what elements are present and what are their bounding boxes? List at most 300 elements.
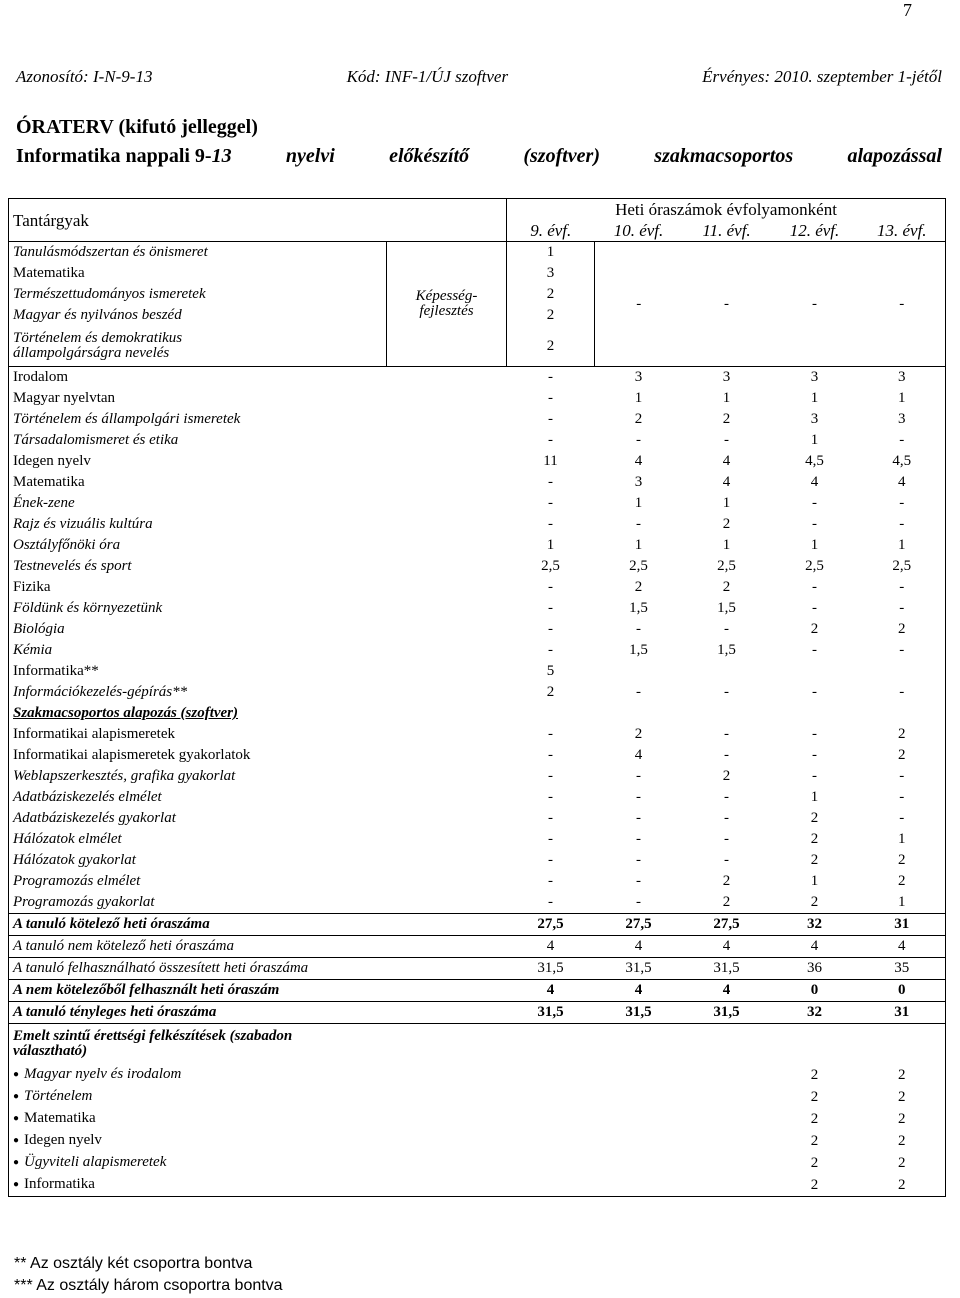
hours-cell: 1,5 <box>717 642 736 658</box>
total-cell: 27,5 <box>683 914 771 936</box>
hours-cell <box>507 703 595 724</box>
hours-cell: - <box>724 831 730 847</box>
hours-cell: - <box>812 600 818 616</box>
hours-cell: 3 <box>810 411 819 427</box>
hours-cell: - <box>724 726 730 742</box>
year-header: 13. évf. <box>859 220 946 242</box>
hours-cell: - <box>724 432 730 448</box>
subject-name: Történelem és állampolgári ismeretek <box>9 409 507 430</box>
subject-name: Osztályfőnöki óra <box>9 535 507 556</box>
section-row <box>9 1024 946 1065</box>
section-title-line: Emelt szintű érettségi felkészítések (szabadon <box>13 1028 293 1044</box>
hours-cell: - <box>812 768 818 784</box>
footnotes <box>14 1253 283 1297</box>
prep-dash: - <box>636 295 642 312</box>
hours-cell: 2 <box>810 1154 819 1171</box>
table-row <box>9 787 946 808</box>
total-cell: 0 <box>771 980 859 1002</box>
hours-cell: 2 <box>634 411 643 427</box>
elective-row <box>9 1152 946 1174</box>
prep-value: 1 <box>507 242 595 264</box>
hours-cell: 2 <box>722 873 731 889</box>
subject-name: Adatbáziskezelés gyakorlat <box>9 808 507 829</box>
hours-cell: 1,5 <box>629 600 648 616</box>
hours-cell: - <box>859 682 946 703</box>
hours-cell: 2 <box>546 684 555 700</box>
total-cell: 31,5 <box>595 958 683 980</box>
subject-name: Hálózatok gyakorlat <box>9 850 507 871</box>
hours-cell: 1 <box>722 390 731 406</box>
hours-cell <box>683 1024 771 1065</box>
total-cell: 36 <box>771 958 859 980</box>
hours-cell: 1,5 <box>717 600 736 616</box>
hours-cell: 2 <box>859 1174 946 1197</box>
hours-cell: - <box>724 852 730 868</box>
hours-cell <box>595 1174 683 1197</box>
hours-cell: 2 <box>859 871 946 892</box>
table-row <box>9 640 946 661</box>
hours-cell: 1 <box>859 829 946 850</box>
hours-cell: 2 <box>722 894 731 910</box>
hours-cell: 1 <box>722 495 731 511</box>
total-cell: 4 <box>595 980 683 1002</box>
hours-cell: 4 <box>810 474 819 490</box>
year-header: 12. évf. <box>771 220 859 242</box>
hours-cell <box>683 1064 771 1086</box>
hours-cell: 2 <box>859 745 946 766</box>
prep-label <box>387 242 507 367</box>
hours-cell <box>595 1152 683 1174</box>
hours-cell: 4 <box>722 453 731 469</box>
hours-cell: 2 <box>859 850 946 871</box>
elective-name: ● Ügyviteli alapismeretek <box>9 1152 507 1174</box>
hours-cell <box>507 1174 595 1197</box>
hours-cell <box>595 661 683 682</box>
prep-subject: Magyar és nyilvános beszéd <box>9 305 387 326</box>
subject-name: Biológia <box>9 619 507 640</box>
table-row <box>9 661 946 682</box>
total-cell: 27,5 <box>595 914 683 936</box>
hours-cell: 3 <box>771 367 859 389</box>
hours-cell: 4 <box>634 747 643 763</box>
hours-cell: 11 <box>543 453 558 469</box>
elective-row <box>9 1086 946 1108</box>
total-cell: 31,5 <box>507 958 595 980</box>
subject-name: Információkezelés-gépírás** <box>9 682 507 703</box>
totals-row <box>9 936 946 958</box>
total-cell: 31 <box>859 1002 946 1024</box>
hours-cell: 2 <box>810 894 819 910</box>
section-title: Szakmacsoportos alapozás (szoftver) <box>9 703 507 724</box>
prep-value: 2 <box>507 326 595 367</box>
table-row <box>9 472 946 493</box>
hours-cell: - <box>548 642 554 658</box>
table-row <box>9 409 946 430</box>
hours-cell: 1 <box>634 537 643 553</box>
hours-cell: - <box>724 621 730 637</box>
hours-cell: - <box>859 577 946 598</box>
total-cell: 32 <box>771 1002 859 1024</box>
elective-row <box>9 1108 946 1130</box>
total-label: A tanuló kötelező heti óraszáma <box>9 914 507 936</box>
hours-cell: - <box>548 516 554 532</box>
hours-cell <box>507 1064 595 1086</box>
table-row <box>9 682 946 703</box>
hours-cell: - <box>548 726 554 742</box>
subject-name: Informatikai alapismeretek gyakorlatok <box>9 745 507 766</box>
hours-cell: - <box>636 684 642 700</box>
prep-dash: - <box>812 295 818 312</box>
hours-cell: 2 <box>722 516 731 532</box>
hours-cell: 2 <box>810 1132 819 1149</box>
hours-cell: - <box>636 789 642 805</box>
hours-cell <box>507 1108 595 1130</box>
table-row <box>9 598 946 619</box>
hours-cell: 1 <box>810 789 819 805</box>
subtitle-part: 13 <box>211 145 232 167</box>
hours-cell <box>683 1174 771 1197</box>
totals-row <box>9 914 946 936</box>
hours-cell: - <box>812 642 818 658</box>
table-row <box>9 619 946 640</box>
curriculum-table <box>8 198 946 1197</box>
elective-row <box>9 1174 946 1197</box>
hours-cell: 1 <box>859 388 946 409</box>
subtitle-part: alapozással <box>847 145 942 167</box>
hours-cell: 2,5 <box>629 558 648 574</box>
hours-cell: - <box>548 600 554 616</box>
hours-cell: - <box>859 598 946 619</box>
footnote: ** Az osztály két csoportra bontva <box>14 1255 253 1272</box>
year-header: 9. évf. <box>507 220 595 242</box>
total-cell: 31,5 <box>683 958 771 980</box>
subject-name: Programozás elmélet <box>9 871 507 892</box>
hours-cell: - <box>859 808 946 829</box>
hours-cell: 1 <box>810 432 819 448</box>
hours-cell: - <box>548 747 554 763</box>
prep-label-line: Képesség- <box>415 288 478 304</box>
hours-cell: 2 <box>722 411 731 427</box>
subjects-header: Tantárgyak <box>9 199 507 242</box>
hours-cell <box>595 703 683 724</box>
hours-cell: 2 <box>810 810 819 826</box>
hours-cell: - <box>548 495 554 511</box>
total-cell: 4 <box>507 980 595 1002</box>
hours-cell: 4,5 <box>859 451 946 472</box>
hours-cell: 1 <box>810 390 819 406</box>
table-row <box>9 556 946 577</box>
hours-cell: 2 <box>859 1152 946 1174</box>
subtitle-part: Informatika nappali 9- <box>16 145 212 167</box>
table-row <box>9 808 946 829</box>
hours-cell: 1,5 <box>629 642 648 658</box>
subject-name: Testnevelés és sport <box>9 556 507 577</box>
table-row <box>9 493 946 514</box>
hours-cell: - <box>636 831 642 847</box>
subject-name: Hálózatok elmélet <box>9 829 507 850</box>
hours-cell: - <box>859 640 946 661</box>
elective-name: ● Történelem <box>9 1086 507 1108</box>
hours-cell: 2 <box>859 619 946 640</box>
hours-cell <box>859 661 946 682</box>
hours-cell: - <box>636 810 642 826</box>
document-code: Kód: INF-1/ÚJ szoftver <box>346 67 509 86</box>
hours-cell: - <box>812 726 818 742</box>
total-label: A tanuló tényleges heti óraszáma <box>9 1002 507 1024</box>
table-row <box>9 367 946 389</box>
hours-cell <box>595 1086 683 1108</box>
hours-cell: - <box>859 430 946 451</box>
hours-cell: 2 <box>859 1086 946 1108</box>
hours-cell: - <box>548 579 554 595</box>
hours-cell: - <box>636 516 642 532</box>
section-title <box>9 1024 507 1065</box>
prep-subject: Matematika <box>9 263 387 284</box>
hours-cell: - <box>812 684 818 700</box>
hours-cell <box>859 1024 946 1065</box>
hours-cell: 2 <box>810 1110 819 1127</box>
hours-cell: - <box>548 831 554 847</box>
hours-cell: - <box>724 789 730 805</box>
hours-cell: - <box>548 768 554 784</box>
hours-cell: - <box>548 873 554 889</box>
total-cell: 31,5 <box>683 1002 771 1024</box>
footnote: *** Az osztály három csoportra bontva <box>14 1277 283 1294</box>
hours-cell: - <box>812 495 818 511</box>
hours-cell: 3 <box>683 367 771 389</box>
hours-cell: 4,5 <box>805 453 824 469</box>
table-row <box>9 430 946 451</box>
hours-cell: 2 <box>859 1108 946 1130</box>
hours-cell <box>683 703 771 724</box>
subject-name: Társadalomismeret és etika <box>9 430 507 451</box>
hours-cell: - <box>548 810 554 826</box>
hours-cell: 2 <box>634 579 643 595</box>
prep-subject: Tanulásmódszertan és önismeret <box>9 242 387 264</box>
hours-cell: - <box>548 894 554 910</box>
prep-subject <box>9 326 387 367</box>
subject-name: Informatikai alapismeretek <box>9 724 507 745</box>
table-row <box>9 871 946 892</box>
elective-row <box>9 1064 946 1086</box>
table-row <box>9 724 946 745</box>
subject-name: Irodalom <box>9 367 507 389</box>
total-label: A tanuló felhasználható összesített heti óraszáma <box>9 958 507 980</box>
hours-cell: - <box>636 768 642 784</box>
hours-cell: - <box>548 789 554 805</box>
hours-cell <box>683 661 771 682</box>
total-cell: 4 <box>859 936 946 958</box>
hours-cell: - <box>812 747 818 763</box>
hours-cell: 2 <box>810 1066 819 1083</box>
page-subtitle <box>16 145 942 168</box>
totals-row <box>9 980 946 1002</box>
table-row <box>9 535 946 556</box>
prep-value: 2 <box>507 305 595 326</box>
prep-dash: - <box>724 295 730 312</box>
hours-cell: - <box>548 474 554 490</box>
hours-cell: 2 <box>722 768 731 784</box>
hours-cell: - <box>812 516 818 532</box>
total-cell: 4 <box>595 936 683 958</box>
hours-cell: - <box>636 873 642 889</box>
hours-cell: 1 <box>859 535 946 556</box>
hours-cell: 5 <box>546 663 555 679</box>
elective-name: ● Idegen nyelv <box>9 1130 507 1152</box>
hours-cell <box>595 1130 683 1152</box>
subject-name: Kémia <box>9 640 507 661</box>
totals-row <box>9 958 946 980</box>
hours-cell: 3 <box>859 367 946 389</box>
hours-cell: - <box>507 367 595 389</box>
prep-dash: - <box>859 242 946 367</box>
hours-cell: 1 <box>634 390 643 406</box>
hours-cell: - <box>724 810 730 826</box>
subject-name: Informatika** <box>9 661 507 682</box>
subject-name: Ének-zene <box>9 493 507 514</box>
hours-cell: 2 <box>810 1088 819 1105</box>
subject-name: Weblapszerkesztés, grafika gyakorlat <box>9 766 507 787</box>
validity-date: Érvényes: 2010. szeptember 1-jétől <box>702 67 942 86</box>
table-row <box>9 514 946 535</box>
hours-cell: - <box>548 432 554 448</box>
prep-subject-line: állampolgárságra nevelés <box>13 345 170 361</box>
hours-cell: 4 <box>722 474 731 490</box>
hours-cell <box>771 661 859 682</box>
year-header: 11. évf. <box>683 220 771 242</box>
document-header <box>16 67 942 87</box>
hours-cell: 1 <box>546 537 555 553</box>
hours-cell: - <box>636 621 642 637</box>
section-title-line: választható) <box>13 1043 88 1059</box>
hours-cell: - <box>548 411 554 427</box>
table-row <box>9 745 946 766</box>
page-title: ÓRATERV (kifutó jelleggel) <box>16 116 258 138</box>
hours-cell: 2 <box>771 1174 859 1197</box>
hours-cell: 2,5 <box>717 558 736 574</box>
hours-cell: - <box>859 493 946 514</box>
hours-cell: 2 <box>859 1130 946 1152</box>
hours-cell: 2 <box>634 726 643 742</box>
total-label: A nem kötelezőből felhasznált heti óraszám <box>9 980 507 1002</box>
prep-label-line: fejlesztés <box>419 303 474 319</box>
hours-cell <box>507 1130 595 1152</box>
hours-cell: 2 <box>722 579 731 595</box>
total-cell: 4 <box>507 936 595 958</box>
total-cell: 31 <box>859 914 946 936</box>
hours-cell <box>683 1152 771 1174</box>
elective-name: ● Informatika <box>9 1174 507 1197</box>
hours-cell <box>507 1024 595 1065</box>
hours-cell: 4 <box>634 453 643 469</box>
page-number: 7 <box>903 0 912 20</box>
table-row <box>9 850 946 871</box>
hours-cell: 2 <box>810 621 819 637</box>
hours-cell: 2,5 <box>805 558 824 574</box>
total-label: A tanuló nem kötelező heti óraszáma <box>9 936 507 958</box>
elective-name: ● Magyar nyelv és irodalom <box>9 1064 507 1086</box>
subject-name: Rajz és vizuális kultúra <box>9 514 507 535</box>
elective-name: ● Matematika <box>9 1108 507 1130</box>
hours-cell: 1 <box>810 537 819 553</box>
subject-name: Programozás gyakorlat <box>9 892 507 914</box>
hours-cell: 2 <box>810 852 819 868</box>
hours-cell <box>507 1086 595 1108</box>
hours-cell: 1 <box>722 537 731 553</box>
total-cell: 31,5 <box>507 1002 595 1024</box>
prep-value: 3 <box>507 263 595 284</box>
total-cell: 35 <box>859 958 946 980</box>
hours-cell: - <box>724 684 730 700</box>
table-row <box>9 892 946 914</box>
hours-cell: - <box>636 432 642 448</box>
subtitle-part: nyelvi <box>285 145 335 167</box>
hours-cell <box>683 1130 771 1152</box>
hours-cell: - <box>859 514 946 535</box>
hours-cell: 1 <box>634 495 643 511</box>
document-id: Azonosító: I-N-9-13 <box>16 67 153 86</box>
hours-cell: - <box>636 894 642 910</box>
hours-cell <box>595 1108 683 1130</box>
hours-cell <box>683 1108 771 1130</box>
hours-cell <box>771 1024 859 1065</box>
subject-name: Idegen nyelv <box>9 451 507 472</box>
hours-cell <box>859 703 946 724</box>
hours-cell: 3 <box>595 367 683 389</box>
subtitle-part: előkészítő <box>389 145 470 167</box>
total-cell: 32 <box>771 914 859 936</box>
section-row <box>9 703 946 724</box>
hours-cell <box>595 1064 683 1086</box>
hours-cell: - <box>548 852 554 868</box>
total-cell: 4 <box>683 936 771 958</box>
prep-value: 2 <box>507 284 595 305</box>
prep-subject-line: Történelem és demokratikus <box>13 330 183 346</box>
subject-name: Matematika <box>9 472 507 493</box>
total-cell: 0 <box>859 980 946 1002</box>
hours-cell: 3 <box>634 474 643 490</box>
hours-cell: - <box>812 579 818 595</box>
hours-cell: - <box>548 390 554 406</box>
subtitle-part: (szoftver) <box>523 145 600 167</box>
table-row <box>9 766 946 787</box>
hours-cell <box>771 703 859 724</box>
hours-cell <box>507 1152 595 1174</box>
prep-subject: Természettudományos ismeretek <box>9 284 387 305</box>
hours-cell: - <box>548 621 554 637</box>
hours-cell: - <box>636 852 642 868</box>
subject-name: Földünk és környezetünk <box>9 598 507 619</box>
hours-cell <box>683 1086 771 1108</box>
total-cell: 27,5 <box>507 914 595 936</box>
hours-cell: 2,5 <box>859 556 946 577</box>
weekly-hours-header: Heti óraszámok évfolyamonként <box>507 199 946 221</box>
hours-cell: 2,5 <box>541 558 560 574</box>
totals-row <box>9 1002 946 1024</box>
hours-cell: 2 <box>810 831 819 847</box>
total-cell: 4 <box>683 980 771 1002</box>
hours-cell: 3 <box>859 409 946 430</box>
hours-cell: 2 <box>859 1064 946 1086</box>
hours-cell: 4 <box>859 472 946 493</box>
hours-cell: 1 <box>810 873 819 889</box>
hours-cell: - <box>859 787 946 808</box>
table-row <box>9 577 946 598</box>
subject-name: Magyar nyelvtan <box>9 388 507 409</box>
subtitle-part: szakmacsoportos <box>654 145 794 167</box>
total-cell: 31,5 <box>595 1002 683 1024</box>
table-row <box>9 451 946 472</box>
